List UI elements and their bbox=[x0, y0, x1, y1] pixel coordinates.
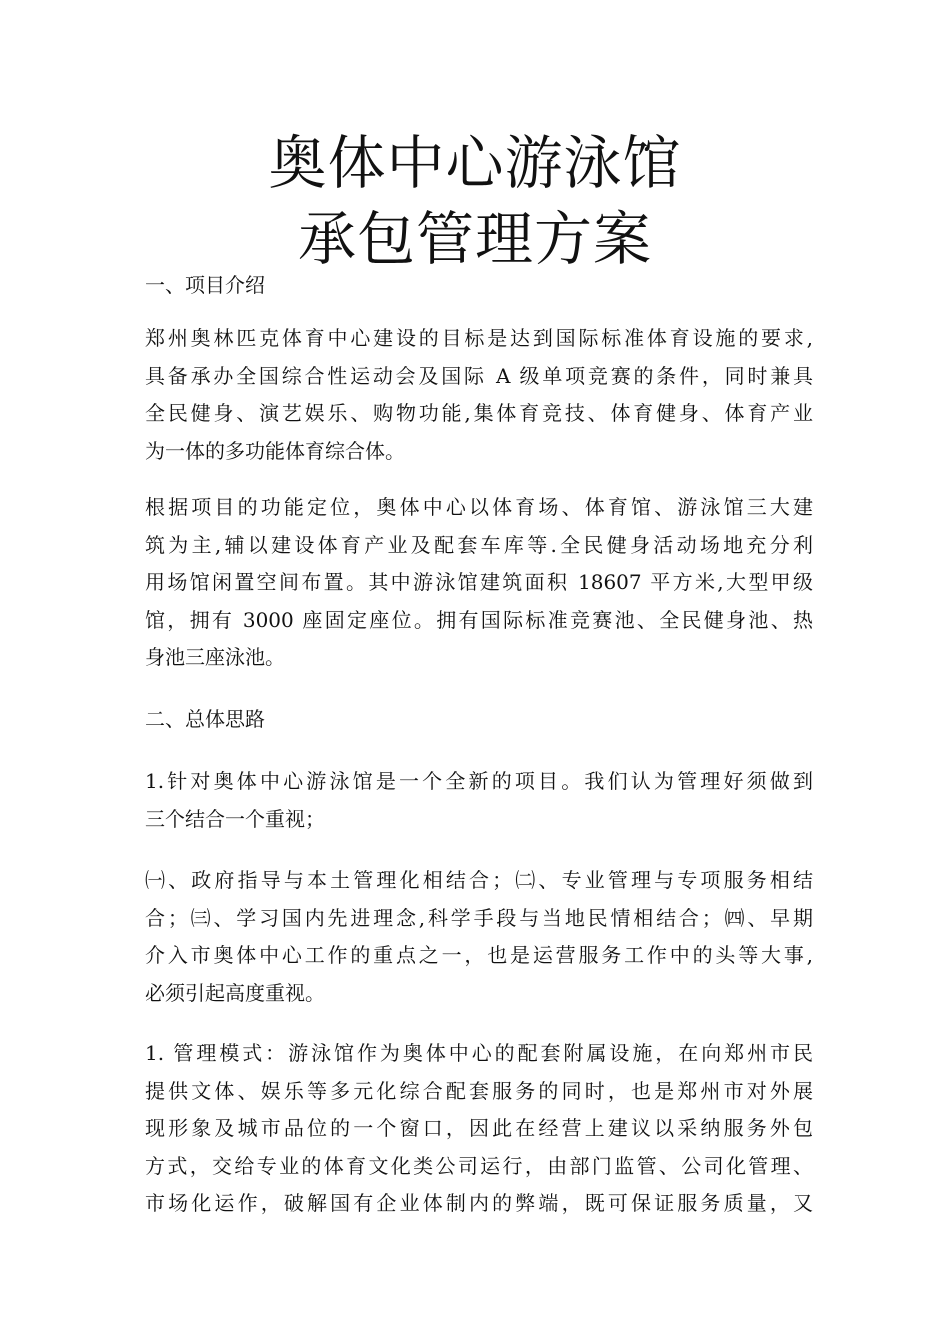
paragraph-line: 筑为主,辅以建设体育产业及配套车库等.全民健身活动场地充分利 bbox=[145, 532, 813, 557]
paragraph-line: 具备承办全国综合性运动会及国际 A 级单项竞赛的条件，同时兼具 bbox=[145, 363, 813, 388]
paragraph-management-mode bbox=[145, 1035, 813, 1223]
paragraph-line: 身池三座泳池。 bbox=[145, 645, 285, 669]
paragraph-functional-positioning bbox=[145, 489, 813, 677]
section-heading-project-intro: 一、项目介绍 bbox=[145, 273, 265, 297]
section-heading-overall-approach: 二、总体思路 bbox=[145, 707, 265, 731]
paragraph-approach-intro bbox=[145, 763, 813, 838]
paragraph-line: 介入市奥体中心工作的重点之一，也是运营服务工作中的头等大事, bbox=[145, 943, 813, 967]
paragraph-line: 必须引起高度重视。 bbox=[145, 980, 325, 1005]
paragraph-line: 郑州奥林匹克体育中心建设的目标是达到国际标准体育设施的要求, bbox=[145, 326, 813, 350]
paragraph-project-goal bbox=[145, 320, 813, 470]
paragraph-line: 用场馆闲置空间布置。其中游泳馆建筑面积 18607 平方米,大型甲级 bbox=[145, 570, 813, 594]
document-title-line-2: 承包管理方案 bbox=[297, 205, 652, 273]
paragraph-line: 合；㈢、学习国内先进理念,科学手段与当地民情相结合；㈣、早期 bbox=[145, 905, 813, 930]
paragraph-line: 三个结合一个重视； bbox=[145, 806, 325, 831]
paragraph-line: 根据项目的功能定位，奥体中心以体育场、体育馆、游泳馆三大建 bbox=[145, 495, 813, 519]
paragraph-line: 现形象及城市品位的一个窗口，因此在经营上建议以采纳服务外包 bbox=[145, 1116, 813, 1140]
paragraph-line: 方式，交给专业的体育文化类公司运行，由部门监管、公司化管理、 bbox=[145, 1153, 813, 1178]
paragraph-four-principles bbox=[145, 862, 813, 1012]
paragraph-line: 馆，拥有 3000 座固定座位。拥有国际标准竞赛池、全民健身池、热 bbox=[145, 607, 813, 632]
paragraph-line: ㈠、政府指导与本土管理化相结合；㈡、专业管理与专项服务相结 bbox=[145, 868, 813, 892]
paragraph-line: 1. 管理模式：游泳馆作为奥体中心的配套附属设施，在向郑州市民 bbox=[145, 1041, 813, 1065]
paragraph-line: 为一体的多功能体育综合体。 bbox=[145, 438, 405, 463]
paragraph-line: 全民健身、演艺娱乐、购物功能,集体育竞技、体育健身、体育产业 bbox=[145, 401, 813, 425]
paragraph-line: 1.针对奥体中心游泳馆是一个全新的项目。我们认为管理好须做到 bbox=[145, 769, 813, 793]
paragraph-line: 提供文体、娱乐等多元化综合配套服务的同时，也是郑州市对外展 bbox=[145, 1078, 813, 1103]
document-title-line-1: 奥体中心游泳馆 bbox=[268, 129, 682, 197]
paragraph-line: 市场化运作，破解国有企业体制内的弊端，既可保证服务质量，又 bbox=[145, 1191, 813, 1215]
